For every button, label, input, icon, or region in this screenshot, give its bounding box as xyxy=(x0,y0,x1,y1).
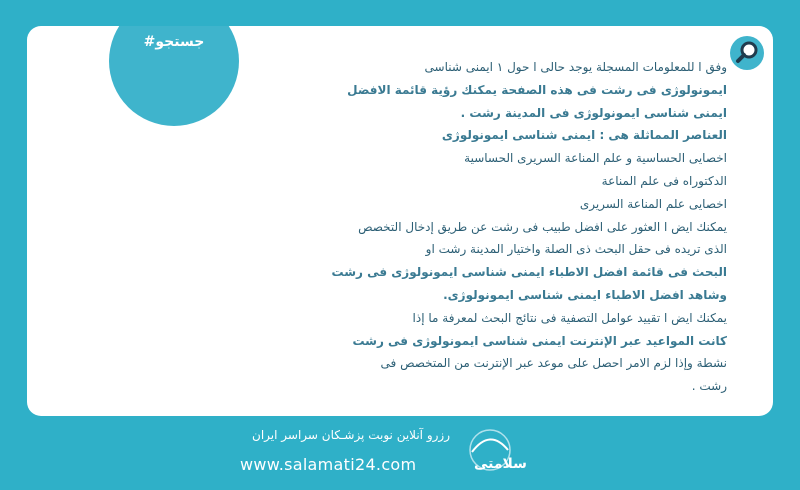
text-line: ايمونولوژی فی رشت فی هذه الصفحة يمكنك رؤية قائمة الافضل xyxy=(347,82,727,97)
content-card xyxy=(27,26,773,416)
text-line: يمكنك ايض ا تقييد عوامل التصفية فى نتائج البحث لمعرفة ما إذا xyxy=(412,310,727,325)
text-line: ايمنى شناسى ايمونولوژى فى المدينة رشت . xyxy=(460,105,727,120)
salamati-logo-icon[interactable] xyxy=(458,420,548,485)
text-line: وفق ا للمعلومات المسجلة يوجد حالى ا حول ١ ايمنى شناسى xyxy=(424,60,727,74)
text-line: اخصايى الحساسية و علم المناعة السريرى الحساسية xyxy=(464,151,727,166)
magnifier-icon xyxy=(730,36,764,70)
text-line: نشطة وإذا لزم الامر احصل على موعد عبر الإنترنت من المتخصص فى xyxy=(380,356,727,371)
footer-url-link[interactable]: www.salamati24.com xyxy=(240,455,417,474)
text-line: وشاهد افضل الاطباء ايمنى شناسى ايمونولوژى. xyxy=(443,287,727,302)
text-line: يمكنك ايض ا العثور على افضل طبيب فى رشت عن طريق إدخال التخصص xyxy=(358,219,727,234)
text-line: اخصايى علم المناعة السريرى xyxy=(579,196,727,211)
text-line: الدكتوراه فى علم المناعة xyxy=(601,173,727,188)
search-button[interactable] xyxy=(730,36,764,70)
text-line: العناصر المماثلة هى : ايمنى شناسى ايمونولوژى xyxy=(441,128,727,143)
search-tab[interactable] xyxy=(109,0,239,126)
text-line: الذى تريده فى حقل البحث ذى الصلة واختيار المدينة رشت او xyxy=(425,242,727,257)
logo-text: سلامتی xyxy=(474,456,527,472)
footer-tagline: رزرو آنلاین نوبت پزشـکان سراسر ایران xyxy=(252,428,450,442)
text-line: رشت . xyxy=(691,379,727,394)
search-tab-label[interactable]: #جستجو xyxy=(143,34,205,50)
text-line: البحث فى قائمة افضل الاطباء ايمنى شناسى ايمونولوژى فى رشت xyxy=(331,265,727,280)
text-line: كانت المواعيد عبر الإنترنت ايمنى شناسى ايمونولوژى فى رشت xyxy=(352,333,727,348)
article-text xyxy=(262,56,727,398)
